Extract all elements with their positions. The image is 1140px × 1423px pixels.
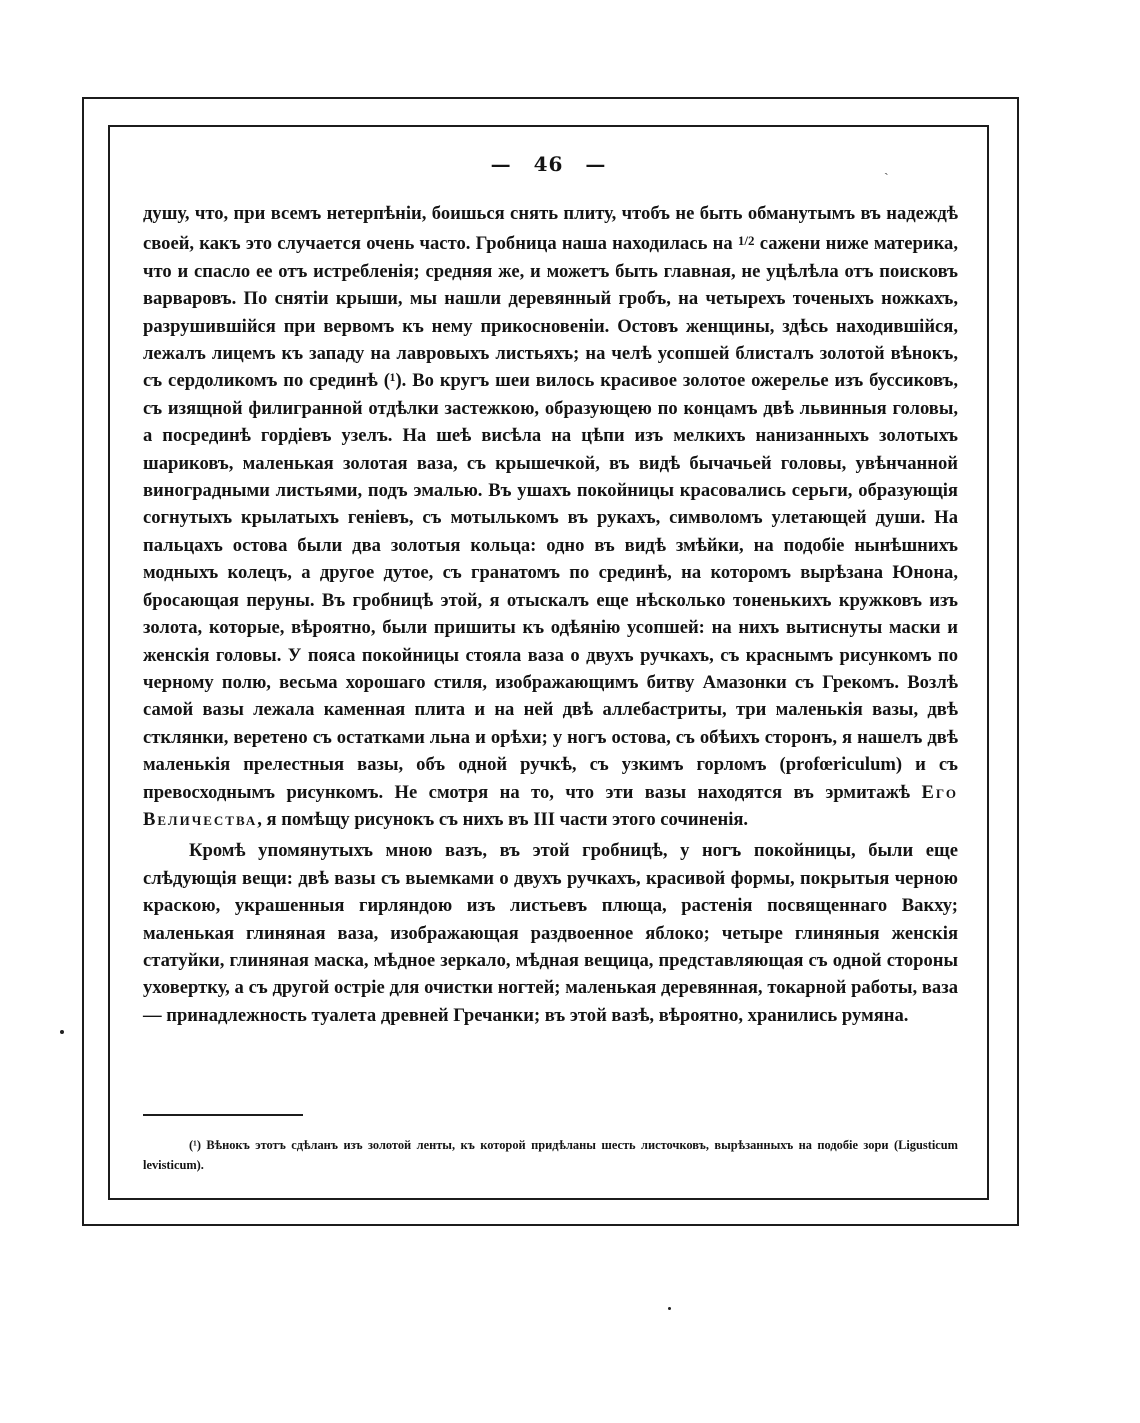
paragraph-1-part-d: , я помѣщу рисунокъ съ нихъ въ III части этого сочиненія. (257, 808, 749, 830)
page-number: 46 (533, 152, 564, 176)
footnote: (¹) Вѣнокъ этотъ сдѣланъ изъ золотой ленты, къ которой придѣланы шесть листочковъ, вырѣзанныхъ на подобіе зори (Ligusticum levisticum). (143, 1138, 958, 1172)
page-header (108, 152, 989, 176)
body-text (143, 200, 958, 1029)
footnote-reference: (¹) (383, 370, 402, 392)
header-dash-left: — (490, 152, 512, 176)
paragraph-2: Кромѣ упомянутыхъ мною вазъ, въ этой гробницѣ, у ногъ покойницы, были еще слѣдующія вещи: двѣ вазы съ выемками о двухъ ручкахъ, красивой формы, покрытыя черною краскою, украшенныя гирляндою изъ листьевъ плюща, растенія посвященнаго Вакху; маленькая глиняная ваза, изображающая раздвоенное яблоко; четыре глиняныя женскія статуйки, глиняная маска, мѣдное зеркало, мѣдная вещица, представляющая съ одной стороны уховертку, а съ другой остріе для очистки ногтей; маленькая деревянная, токарной работы, ваза — принадлежность туалета древней Гречанки; въ этой вазѣ, вѣроятно, хранились румяна. (143, 840, 958, 1026)
paper-speck (60, 1030, 64, 1034)
header-mark: ˏ (884, 160, 889, 176)
paragraph-1-part-c: . Во кругъ шеи вилось красивое золотое ожерелье изъ буссиковъ, съ изящной филигранной отдѣлки застежкою, образующею по концамъ двѣ львинныя головы, а посрединѣ гордіевъ узелъ. На шеѣ висѣла на цѣпи изъ мелкихъ нанизанныхъ золотыхъ шариковъ, маленькая золотая ваза, съ крышечкой, въ видѣ бычачьей головы, увѣнчанной виноградными листьями, подъ эмалью. Въ ушахъ покойницы красовались серьги, образующія согнутыхъ крылатыхъ геніевъ, съ мотылькомъ въ рукахъ, символомъ улетающей души. На пальцахъ остова были два золотыя кольца: одно въ видѣ змѣйки, на подобіе нынѣшнихъ модныхъ колецъ, а другое дутое, съ гранатомъ по срединѣ, на которомъ вырѣзана Юнона, бросающая перуны. Въ гробницѣ этой, я отыскалъ еще нѣсколько тоненькихъ кружковъ изъ золота, которые, вѣроятно, были пришиты къ одѣянію усопшей: на нихъ вытиснуты маски и женскія головы. У пояса покойницы стояла ваза о двухъ ручкахъ, съ краснымъ рисункомъ по черному полю, весьма хорошаго стиля, изображающимъ битву Амазонки съ Грекомъ. Возлѣ самой вазы лежала каменная плита и на ней двѣ аллебастриты, три маленькія вазы, двѣ стклянки, веретено съ остатками льна и орѣхи; у ногъ остова, съ обѣихъ сторонъ, я нашелъ двѣ маленькія прелестныя вазы, объ одной ручкѣ, съ узкимъ горломъ (profœriculum) и съ превосходнымъ рисункомъ. Не смотря на то, что эти вазы находятся въ эрмитажѣ (143, 370, 959, 803)
fraction-half: 1/2 (737, 233, 755, 249)
majesty-title: Его Величества (143, 781, 958, 830)
paragraph-1-part-b: сажени ниже материка, что и спасло ее отъ истребленія; средняя же, и можетъ быть главная, не уцѣлѣла отъ поисковъ варваровъ. По снятіи крыши, мы нашли деревянный гробъ, на четырехъ точеныхъ ножкахъ, разрушившійся при вервомъ къ нему прикосновеніи. Остовъ женщины, здѣсь находившійся, лежалъ лицемъ къ западу на лавровыхъ листьяхъ; на челѣ усопшей блисталъ золотой вѣнокъ, съ сердоликомъ по срединѣ (143, 233, 958, 392)
paragraph-1-part-a: душу, что, при всемъ нетерпѣніи, боишься снять плиту, чтобъ не быть обманутымъ въ надеждѣ своей, какъ это случается очень часто. Гробница наша находилась на (143, 203, 958, 255)
paper-speck (668, 1307, 671, 1310)
header-dash-right: — (585, 152, 607, 176)
footnote-divider (143, 1114, 303, 1116)
paragraph-1 (143, 200, 958, 833)
